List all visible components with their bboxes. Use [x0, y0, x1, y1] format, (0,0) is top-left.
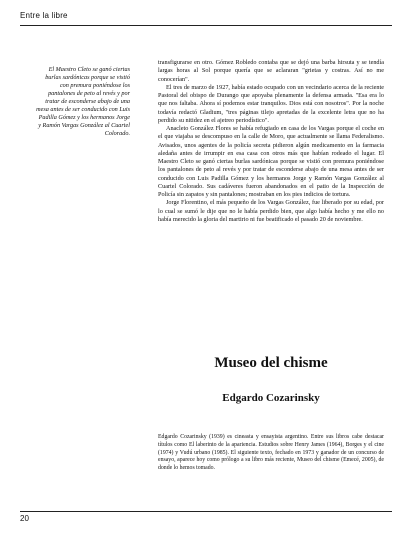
running-header — [20, 9, 392, 26]
body-paragraph: El tres de marzo de 1927, había estado ocupado con un vecindario acerca de la reciente Pastoral del obispo de Durango que apoyaba plenamente la defensa armada. "Esa era lo que nos faltaba. Ahora sí podemos estar tranquilos. Dios está con nosotros". Por la noche todavía redactó Gladium, "tres páginas tilejo apretadas de la excelente letra que no ha perdido su nitidez en el ajetreo periodístico". — [158, 83, 384, 124]
article-body — [158, 59, 384, 224]
body-paragraph: transfigurarse en otro. Gómez Robledo contaba que se dejó una barba hirsuta y se tendía largas horas al Sol porque quería que se aclararan "grietas y costras. Así no me conocerían". — [158, 59, 384, 83]
page-number: 20 — [20, 514, 29, 523]
author-bio: Edgardo Cozarinsky (1939) es cineasta y ensayista argentino. Entre sus libros cabe destacar títulos como El laberinto de la apariencia. Estudios sobre Henry James (1964), Borges y el cine (1974) y Vudú urbano (1985). El siguiente texto, fechado en 1973 y ganador de un concurso de ensayo, aparece hoy como prólogo a su libro más reciente, Museo del chisme (Emecé, 2005), de donde lo hemos tomado. — [158, 434, 384, 472]
article-author: Edgardo Cozarinsky — [222, 392, 320, 404]
body-paragraph: Anacleto González Flores se había refugiado en casa de los Vargas porque el coche en el que viajaba se descompuso en la calle de Moro, que actualmente se llama Federalismo. Avisados, unos agentes de la policía secreta pidieron algún medicamento en la farmacia aledaña antes de irrumpir en esa casa con otros más que habían rodeado el lugar. El Maestro Cleto se ganó ciertas burlas sardónicas porque se vistió con premura poniéndose los pantalones de peto al revés y por tratar de esconderse abajo de una mesa antes de ser conducido con Luis Padilla Gómez y los hermanos Jorge y Ramón Vargas González al Cuartel Colorado. Sus cadáveres fueron abandonados en el patio de la Inspección de Policía sin zapatos y sin pantalones; mostraban en los pies indicios de tortura. — [158, 125, 384, 198]
footer-divider — [20, 511, 392, 512]
pull-quote: El Maestro Cleto se ganó ciertas burlas sardónicas porque se vistió con premura poniéndose los pantalones de peto al revés y por tratar de esconderse abajo de una mesa antes de ser conducido con Luis Padilla Gómez y los hermanos Jorge y Ramón Vargas González al Cuartel Colorado. — [36, 66, 130, 138]
section-title: Entre la libre — [20, 11, 68, 20]
article-title: Museo del chisme — [214, 355, 328, 371]
body-paragraph: Jorge Florentino, el más pequeño de los Vargas González, fue liberado por su edad, por lo cual se sumó le dije que no le había perdido bien, que algo había hecho y me ello no había merecido la gloria del martirio ni fue beatificado el pasado 20 de noviembre. — [158, 199, 384, 223]
